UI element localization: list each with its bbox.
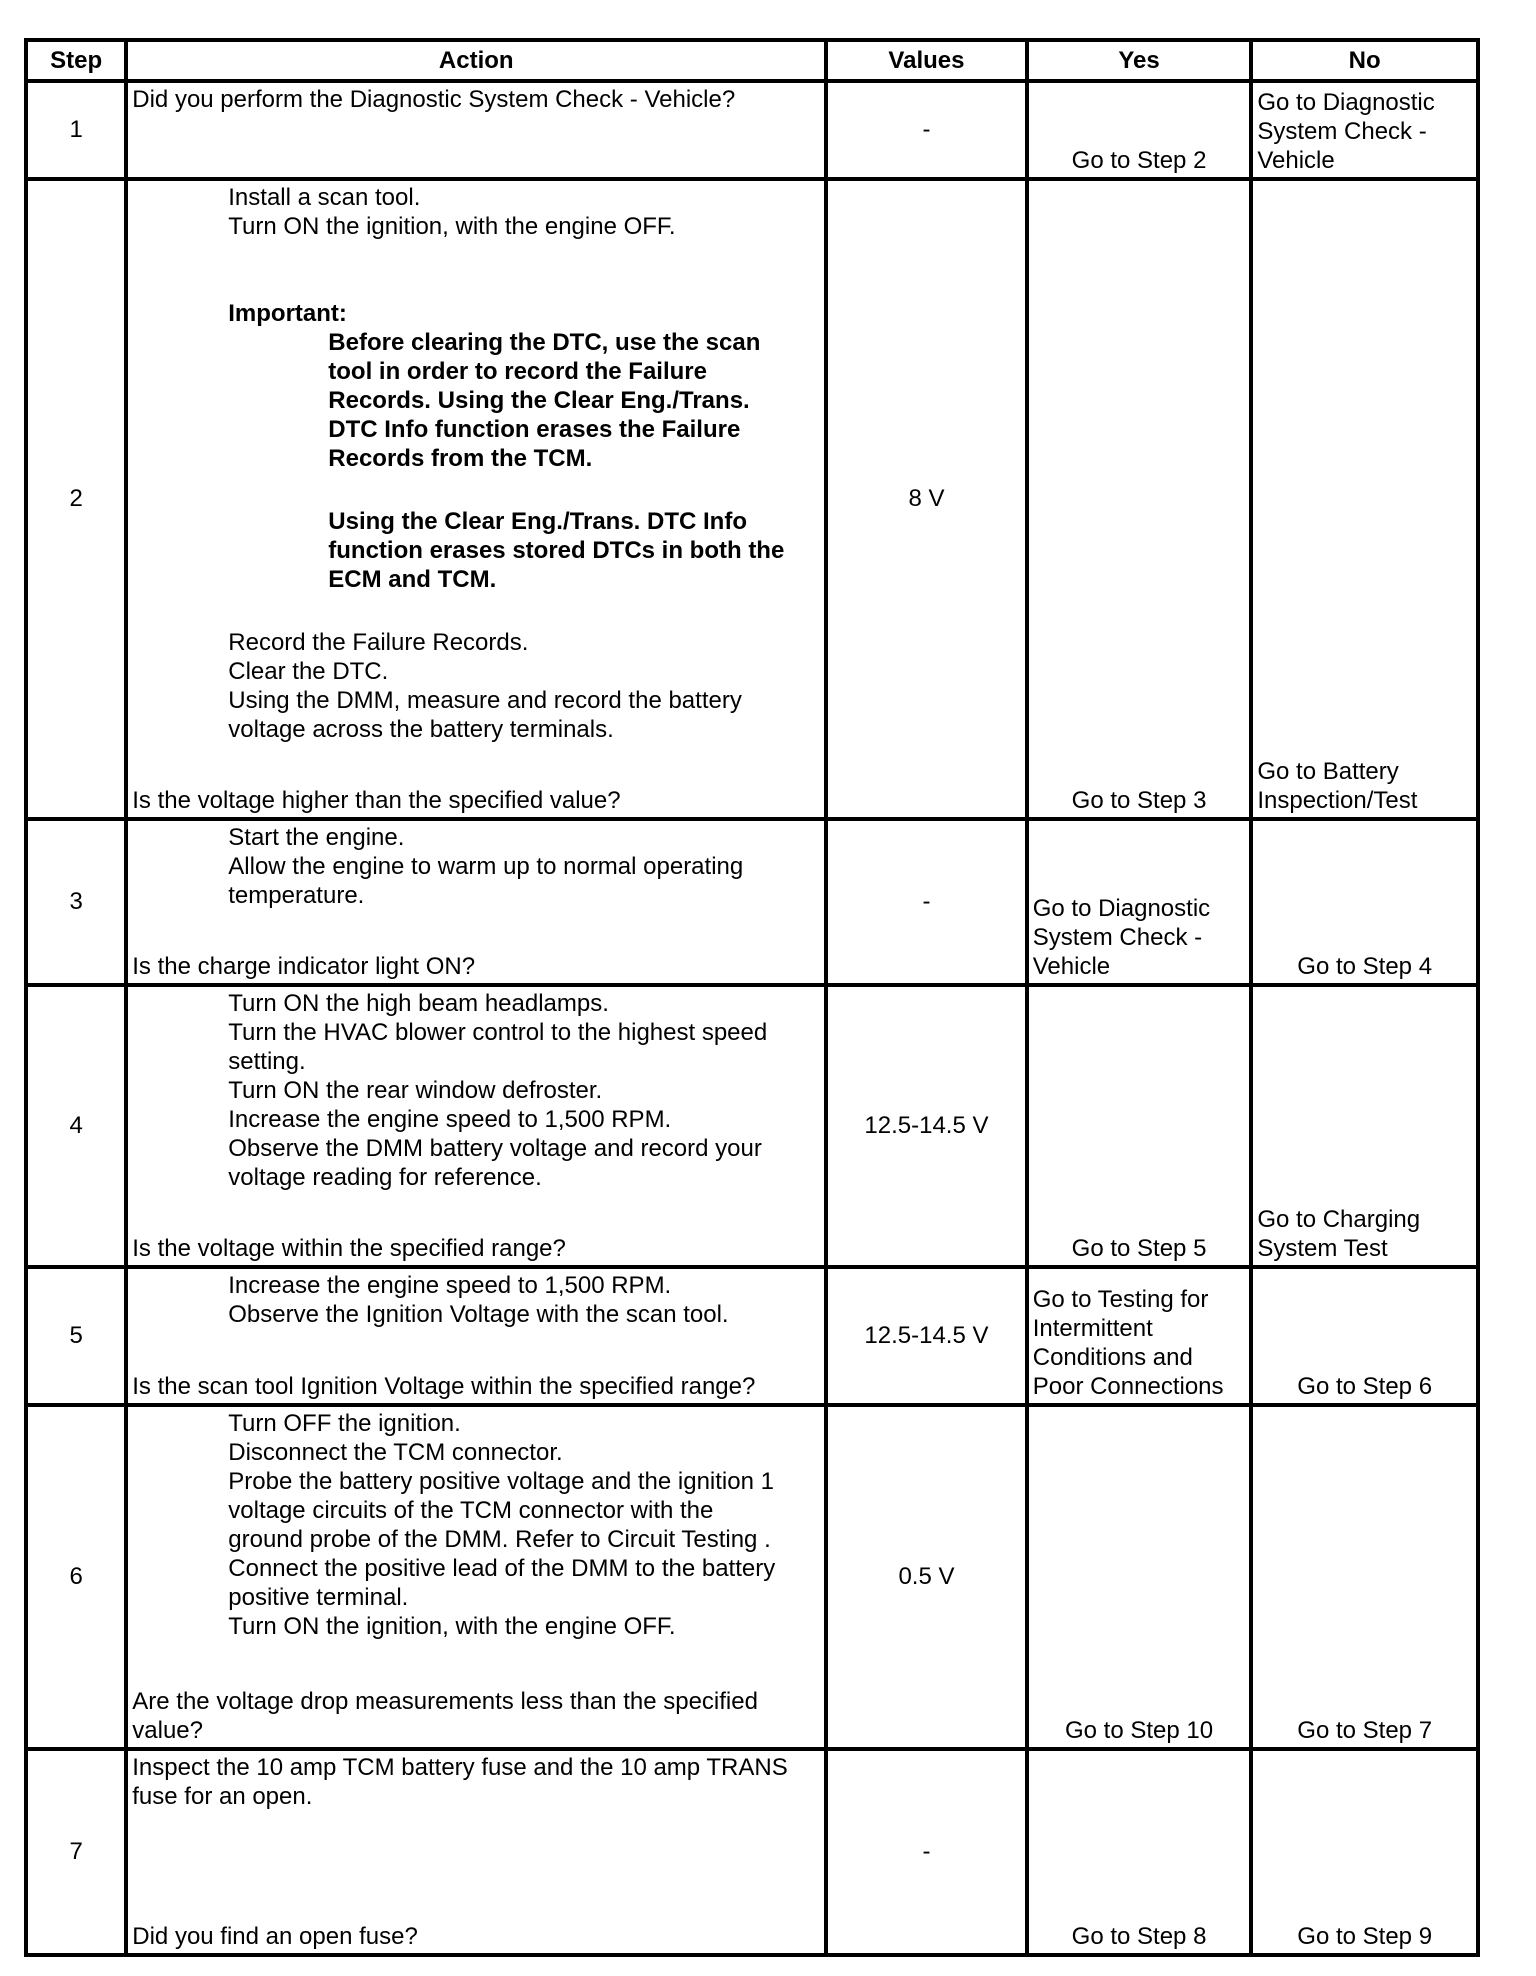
action-cell — [126, 179, 826, 819]
action-cell — [126, 819, 826, 985]
values-cell: 0.5 V — [826, 1405, 1027, 1749]
table-row-step-5 — [26, 1267, 1478, 1405]
action-cell — [126, 1267, 826, 1405]
step-number: 6 — [26, 1405, 126, 1749]
yes-cell — [1027, 819, 1252, 985]
step-number: 5 — [26, 1267, 126, 1405]
yes-text: Go to Step 10 — [1064, 1717, 1214, 1744]
action-text: Turn ON the high beam headlamps. Turn the HVAC blower control to the highest speed setting. Turn ON the rear window defroster. Increase the engine speed to 1,500 RPM. Observe the DMM battery voltage and record your voltage reading for reference. — [228, 990, 768, 1191]
step-number: 4 — [26, 985, 126, 1267]
action-cell — [126, 1749, 826, 1955]
no-text: Go to Diagnostic System Check - Vehicle — [1257, 89, 1435, 174]
step-number: 2 — [26, 179, 126, 819]
question-text: Is the voltage within the specified range? — [132, 1235, 566, 1262]
yes-text: Go to Step 3 — [1071, 787, 1207, 814]
important-label: Important: — [228, 300, 347, 327]
header-values: Values — [826, 40, 1027, 81]
header-no: No — [1251, 40, 1478, 81]
question-text: Is the scan tool Ignition Voltage within the specified range? — [132, 1373, 756, 1400]
header-step: Step — [26, 40, 126, 81]
question-text: Are the voltage drop measurements less than the specified value? — [132, 1688, 758, 1744]
yes-text: Go to Step 8 — [1071, 1923, 1207, 1950]
table-row-step-2 — [26, 179, 1478, 819]
no-cell — [1251, 819, 1478, 985]
yes-text: Go to Testing for Intermittent Conditions and Poor Connections — [1032, 1286, 1224, 1400]
header-action: Action — [126, 40, 826, 81]
yes-cell — [1027, 985, 1252, 1267]
action-text: Start the engine. Allow the engine to warm up to normal operating temperature. — [228, 824, 744, 909]
table-row-step-1 — [26, 81, 1478, 179]
no-text: Go to Step 7 — [1297, 1717, 1433, 1744]
question-text: Is the voltage higher than the specified value? — [132, 787, 621, 814]
no-cell — [1251, 1267, 1478, 1405]
yes-cell — [1027, 1749, 1252, 1955]
no-text: Go to Charging System Test — [1257, 1206, 1421, 1262]
values-cell: - — [826, 1749, 1027, 1955]
table-row-step-4 — [26, 985, 1478, 1267]
question-text: Did you find an open fuse? — [132, 1923, 418, 1950]
no-text: Go to Step 6 — [1297, 1373, 1433, 1400]
yes-text: Go to Step 5 — [1071, 1235, 1207, 1262]
table-row-step-6 — [26, 1405, 1478, 1749]
step-number: 1 — [26, 81, 126, 179]
action-text: Turn OFF the ignition. Disconnect the TCM connector. Probe the battery positive voltage and the ignition 1 voltage circuits of the TCM connector with the ground probe of the DMM. Refer to Circuit Testing . Connect the positive lead of the DMM to the battery positive terminal. Turn ON the ignition, with the engine OFF. — [228, 1410, 776, 1640]
no-text: Go to Step 9 — [1297, 1923, 1433, 1950]
action-text: Install a scan tool. Turn ON the ignition, with the engine OFF. Important: Before clearing the DTC, use the scan tool in order to record the Failure Records. Using the Clear Eng./Trans. DTC Info function erases the Failure Records from the TCM. Using the Clear Eng./Trans. DTC Info function erases stored DTCs in both the ECM and TCM. Record the Failure Records. Clear the DTC. Using the DMM, measure and record the battery voltage across the battery terminals. — [128, 181, 824, 744]
no-cell — [1251, 985, 1478, 1267]
no-cell — [1251, 179, 1478, 819]
values-cell: - — [826, 81, 1027, 179]
action-cell — [126, 1405, 826, 1749]
action-text: Increase the engine speed to 1,500 RPM. Observe the Ignition Voltage with the scan tool. — [228, 1272, 729, 1328]
action-text: Did you perform the Diagnostic System Check - Vehicle? — [132, 86, 736, 113]
yes-cell — [1027, 81, 1252, 179]
yes-cell — [1027, 179, 1252, 819]
action-text: Inspect the 10 amp TCM battery fuse and the 10 amp TRANS fuse for an open. — [132, 1754, 788, 1810]
values-cell: 12.5-14.5 V — [826, 1267, 1027, 1405]
yes-text: Go to Step 2 — [1071, 147, 1207, 174]
table-header-row — [26, 40, 1478, 81]
question-text: Is the charge indicator light ON? — [132, 953, 476, 980]
yes-cell — [1027, 1405, 1252, 1749]
step-number: 7 — [26, 1749, 126, 1955]
no-cell — [1251, 81, 1478, 179]
step-number: 3 — [26, 819, 126, 985]
no-cell — [1251, 1749, 1478, 1955]
yes-cell — [1027, 1267, 1252, 1405]
no-text: Go to Battery Inspection/Test — [1257, 758, 1418, 814]
table-row-step-7 — [26, 1749, 1478, 1955]
action-cell — [126, 81, 826, 179]
values-cell: 12.5-14.5 V — [826, 985, 1027, 1267]
no-cell — [1251, 1405, 1478, 1749]
no-text: Go to Step 4 — [1297, 953, 1433, 980]
yes-text: Go to Diagnostic System Check - Vehicle — [1032, 895, 1211, 980]
diagnostic-table — [24, 38, 1480, 1957]
values-cell: 8 V — [826, 179, 1027, 819]
action-cell — [126, 985, 826, 1267]
values-cell: - — [826, 819, 1027, 985]
table-row-step-3 — [26, 819, 1478, 985]
header-yes: Yes — [1027, 40, 1252, 81]
